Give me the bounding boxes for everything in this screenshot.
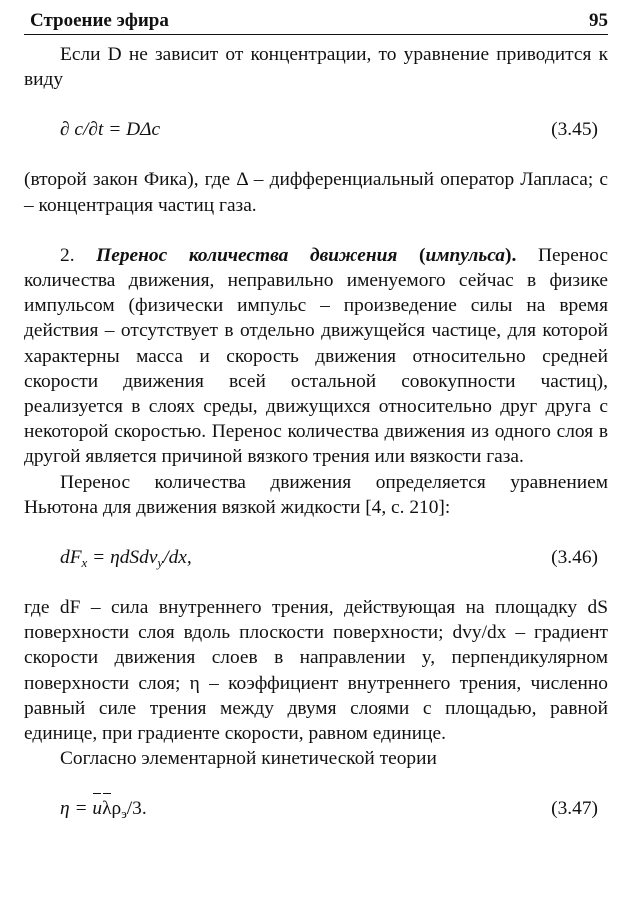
equation-3-46: [24, 545, 608, 570]
section-paren-close: ).: [505, 244, 517, 266]
section-text: Перенос количества движения, неправильно именуемого сейчас в физике импульсом (физически импульс – произведение силы на время действия – отсутствует в отдельно движущейся частице, для которой характерны масса и скорость движения относительно средней скорости движения всей остальной совокупности частиц), реализуется в слоях среды, движущихся относительно друг друга с некоторой скоростью. Перенос количества движения из одного слоя в другой является причиной вязкого трения или вязкости газа.: [24, 244, 609, 468]
paragraph-section-2: [24, 243, 608, 470]
section-title: Перенос количества движения: [96, 244, 398, 266]
eq-subscript: x: [81, 555, 88, 571]
section-paren-open: (: [397, 244, 426, 266]
equation-number: (3.47): [551, 798, 598, 820]
equation-3-45: [24, 117, 608, 142]
equation-number: (3.45): [551, 119, 598, 141]
eq-term: = ηdSdv: [87, 547, 158, 569]
page-body: [24, 42, 608, 821]
equation-formula: ∂ c/∂t = DΔc: [60, 119, 161, 141]
chapter-title: Строение эфира: [30, 10, 169, 31]
eq-term: /3.: [126, 798, 147, 820]
eq-density: ρ: [111, 798, 122, 820]
paragraph: Перенос количества движения определяется уравнением Ньютона для движения вязкой жидкости [4, с. 210]:: [24, 471, 608, 518]
equation-formula: [60, 796, 147, 826]
equation-formula: [60, 545, 192, 575]
eq-term: η =: [60, 798, 93, 820]
section-number: 2.: [60, 244, 97, 266]
eq-term: /dx,: [163, 547, 192, 569]
eq-subscript: y: [157, 555, 164, 571]
paragraph: Если D не зависит от концентрации, то уравнение приводится к виду: [24, 44, 608, 91]
paragraph: (второй закон Фика), где Δ – дифференциальный оператор Лапласа; c – концентрация частиц газа.: [24, 169, 608, 216]
equation-3-47: [24, 796, 608, 821]
running-header: [24, 4, 608, 35]
eq-subscript: э: [121, 806, 127, 822]
section-title-paren: импульса: [425, 244, 506, 266]
paragraph: где dF – сила внутреннего трения, действующая на площадку dS поверхности слоя вдоль плоскости поверхности; dvy/dx – градиент скорости движения слоев в направлении y, перпендикулярном поверхности слоя; η – коэффициент внутреннего трения, численно равный силе трения между двумя слоями с площадью, равной единице, при градиенте скорости, равном единице.: [24, 597, 608, 745]
eq-mean-velocity: u: [92, 796, 102, 821]
eq-mean-free-path: λ: [102, 796, 111, 821]
equation-number: (3.46): [551, 547, 598, 569]
eq-term: dF: [60, 547, 82, 569]
paragraph: Согласно элементарной кинетической теории: [60, 748, 437, 770]
page-number: 95: [589, 10, 608, 31]
